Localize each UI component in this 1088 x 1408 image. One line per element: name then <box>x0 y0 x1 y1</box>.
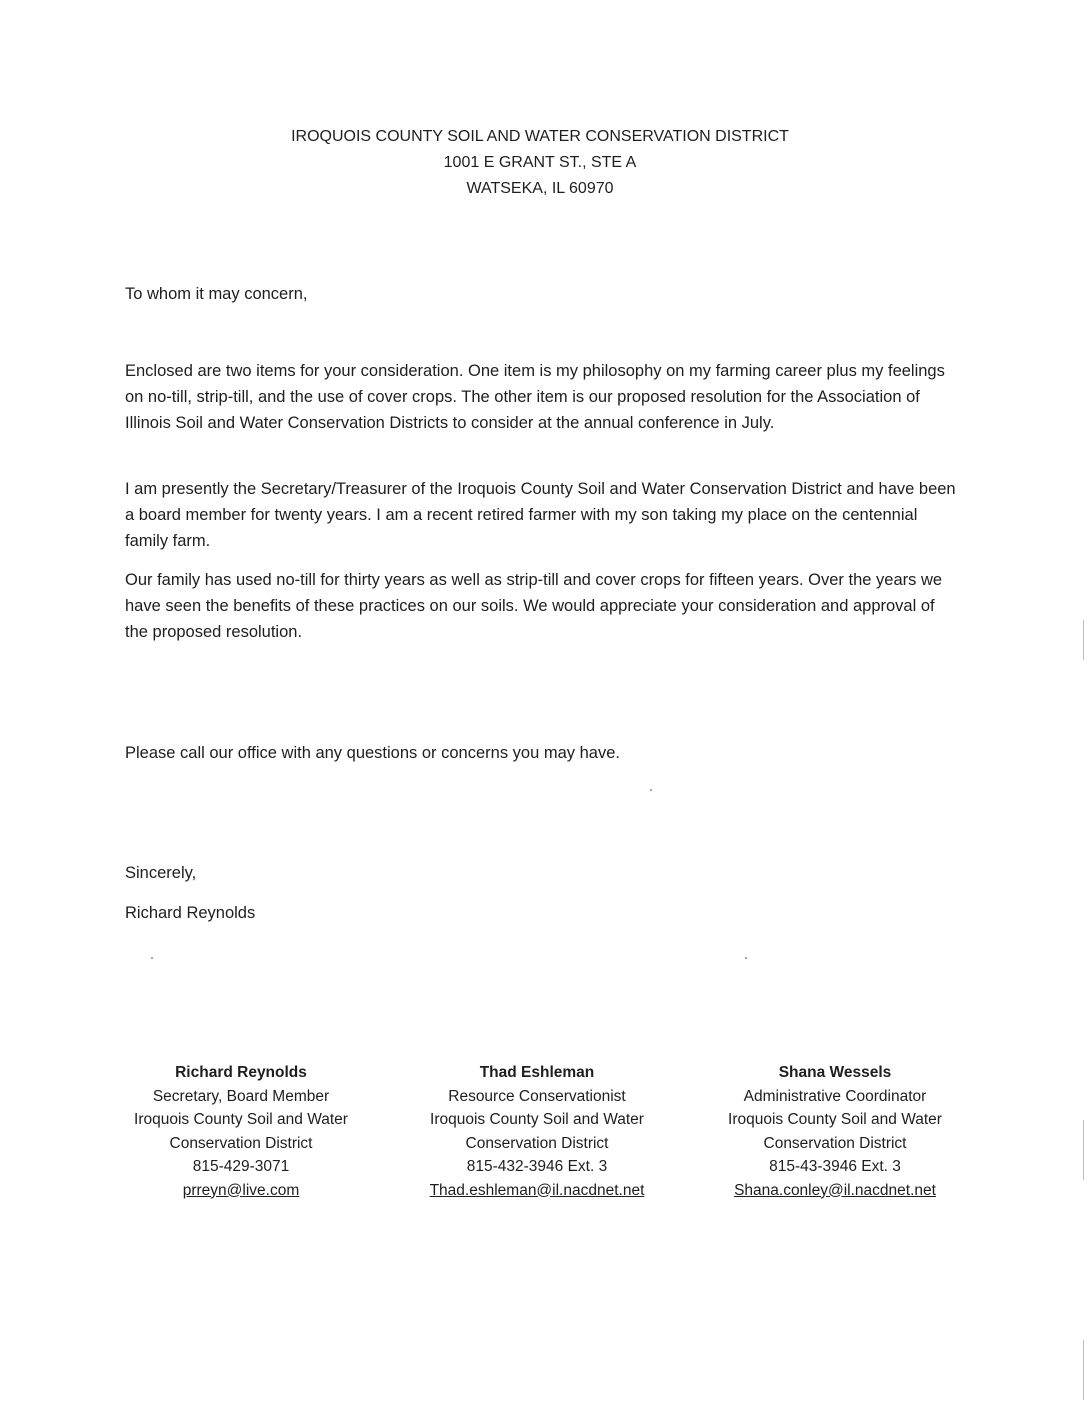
contact-org: Iroquois County Soil and Water <box>430 1111 644 1128</box>
contact-email-link[interactable]: prreyn@live.com <box>182 1181 300 1199</box>
scan-edge-mark <box>1083 1120 1084 1180</box>
contact-org: Conservation District <box>169 1134 313 1152</box>
contact-email-link[interactable]: Thad.eshleman@il.nacdnet.net <box>429 1181 645 1199</box>
contact-card <box>387 1061 687 1202</box>
contact-org: Iroquois County Soil and Water <box>134 1111 348 1128</box>
closing-note: Please call our office with any questions or concerns you may have. <box>125 744 620 762</box>
paragraph-enclosed-items: Enclosed are two items for your consideration. One item is my philosophy on my farming career plus my feelings on no-till, strip-till, and the use of cover crops. The other item is our proposed resolution for the Association of Illinois Soil and Water Conservation Districts to consider at the annual conference in July. <box>125 362 945 432</box>
paragraph-board-member: I am presently the Secretary/Treasurer of the Iroquois County Soil and Water Conservation District and have been a board member for twenty years. I am a recent retired farmer with my son taking my place on the centennial family farm. <box>125 480 956 550</box>
scan-edge-mark <box>1083 620 1084 660</box>
salutation: To whom it may concern, <box>125 285 308 303</box>
contact-title: Resource Conservationist <box>448 1087 626 1105</box>
contact-name: Thad Eshleman <box>479 1064 595 1081</box>
contact-org: Conservation District <box>763 1134 907 1152</box>
letterhead <box>0 124 1080 202</box>
letterhead-street: 1001 E GRANT ST., STE A <box>443 154 637 171</box>
scan-speck <box>650 789 652 791</box>
contact-name: Shana Wessels <box>778 1064 892 1081</box>
contact-directory <box>0 1061 1088 1211</box>
contact-title: Administrative Coordinator <box>743 1087 927 1105</box>
contact-phone: 815-43-3946 Ext. 3 <box>769 1158 901 1175</box>
contact-email-link[interactable]: Shana.conley@il.nacdnet.net <box>734 1181 936 1199</box>
contact-name: Richard Reynolds <box>175 1064 307 1081</box>
contact-phone: 815-432-3946 Ext. 3 <box>466 1158 608 1175</box>
scan-speck <box>151 957 153 959</box>
contact-org: Conservation District <box>465 1134 609 1152</box>
contact-org: Iroquois County Soil and Water <box>728 1111 942 1128</box>
contact-card <box>685 1061 985 1202</box>
contact-card <box>91 1061 391 1202</box>
letterhead-city: WATSEKA, IL 60970 <box>466 180 614 197</box>
letterhead-organization: IROQUOIS COUNTY SOIL AND WATER CONSERVATION DISTRICT <box>291 128 789 145</box>
paragraph-family-practices: Our family has used no-till for thirty years as well as strip-till and cover crops for fifteen years. Over the years we have seen the benefits of these practices on our soils. We would appreciate your consideration and approval of the proposed resolution. <box>125 571 943 641</box>
scan-edge-mark <box>1083 1340 1084 1400</box>
scan-speck <box>745 957 747 959</box>
contact-phone: 815-429-3071 <box>192 1158 290 1175</box>
signer-name: Richard Reynolds <box>125 904 256 922</box>
sign-off: Sincerely, <box>125 864 197 882</box>
contact-title: Secretary, Board Member <box>152 1087 330 1105</box>
